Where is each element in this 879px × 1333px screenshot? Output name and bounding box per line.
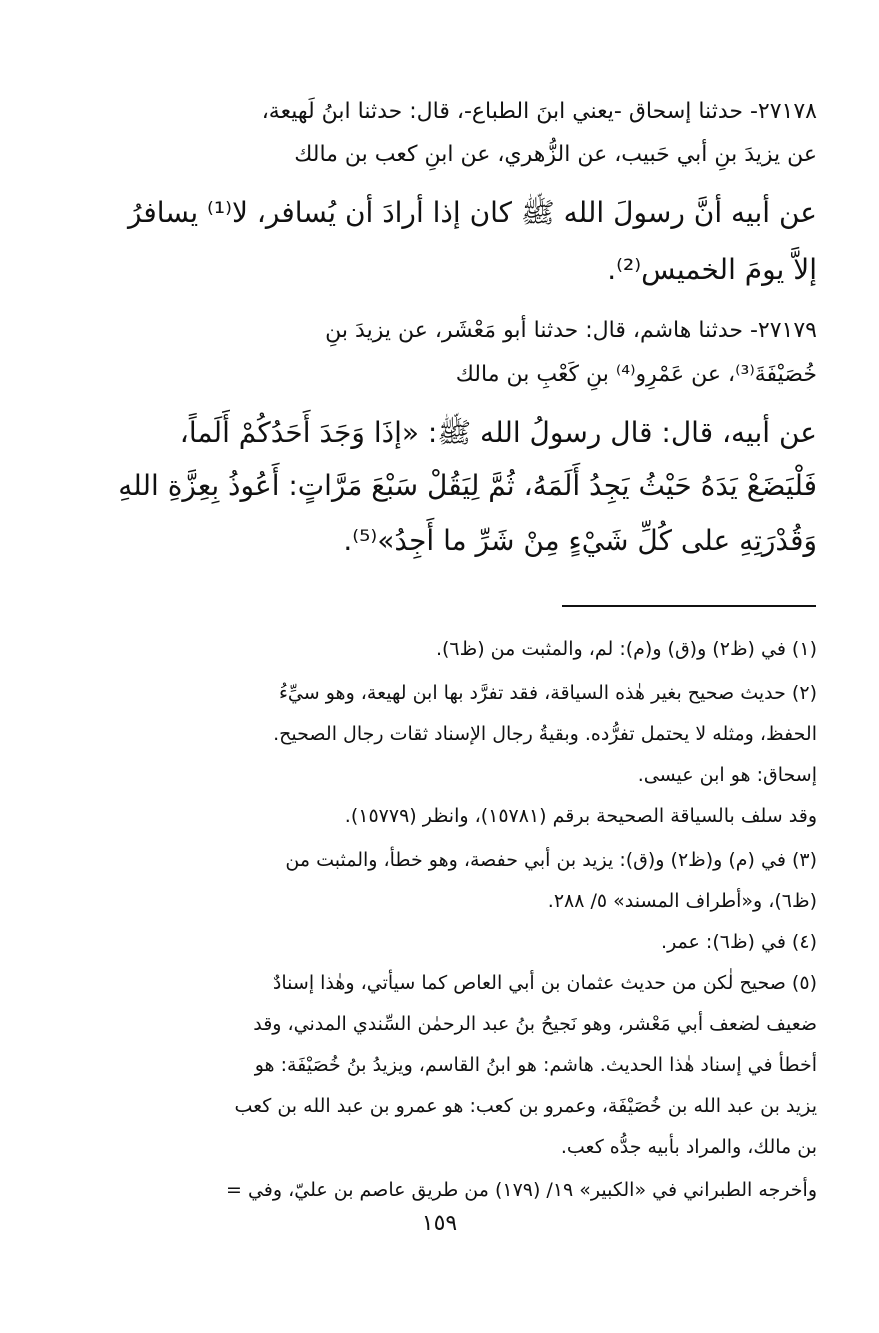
hadith-27178-matn-line-1: عن أبيه أنَّ رسولَ الله ﷺ كان إذا أرادَ أن يُسافر، لا⁽¹⁾ يسافرُ <box>127 196 817 229</box>
hadith-27178-isnad-line-2: عن يزيدَ بنِ أبي حَبيب، عن الزُّهري، عن ابنِ كعب بن مالك <box>294 142 817 167</box>
footnote-2-line-4: وقد سلف بالسياقة الصحيحة برقم (١٥٧٨١)، وانظر (١٥٧٧٩). <box>344 805 817 827</box>
footnote-5-line-2: ضعيف لضعف أبي مَعْشر، وهو نَجيحُ بنُ عبد الرحمٰن السِّندي المدني، وقد <box>253 1013 817 1035</box>
footnote-2-line-1: (٢) حديث صحيح بغير هٰذه السياقة، فقد تفرَّد بها ابن لهيعة، وهو سيِّءُ <box>279 682 817 704</box>
footnote-5-line-3: أخطأ في إسناد هٰذا الحديث. هاشم: هو ابنُ القاسم، ويزيدُ بنُ خُصَيْفَة: هو <box>254 1054 817 1076</box>
hadith-27179-matn-line-3: وَقُدْرَتِهِ على كُلِّ شَيْءٍ مِنْ شَرِّ ما أَجِدُ»⁽⁵⁾. <box>343 524 817 557</box>
page-number: ١٥٩ <box>421 1211 458 1236</box>
hadith-27179-isnad-line-2: خُصَيْفَةَ⁽³⁾، عن عَمْرِو⁽⁴⁾ بنِ كَعْبِ بن مالك <box>455 362 817 387</box>
hadith-27178-isnad-line-1: ٢٧١٧٨- حدثنا إسحاق -يعني ابنَ الطباع-، قال: حدثنا ابنُ لَهيعة، <box>261 99 817 124</box>
hadith-27178-matn-line-2: إلاَّ يومَ الخميس⁽²⁾. <box>607 253 817 286</box>
hadith-27179-matn-line-2: فَلْيَضَعْ يَدَهُ حَيْثُ يَجِدُ أَلَمَهُ، ثُمَّ لِيَقُلْ سَبْعَ مَرَّاتٍ: أَعُوذُ بِعِزَّةِ اللهِ <box>118 469 817 502</box>
footnote-4: (٤) في (ظ٦): عمر. <box>661 931 817 953</box>
hadith-27179-matn-line-1: عن أبيه، قال: قال رسولُ الله ﷺ: «إذَا وَجَدَ أَحَدُكُمْ أَلَماً، <box>179 416 817 449</box>
footnote-separator <box>562 605 816 607</box>
footnote-5-line-6: وأخرجه الطبراني في «الكبير» ١٩/ (١٧٩) من طريق عاصم بن عليّ، وفي = <box>226 1179 817 1201</box>
footnote-2-line-2: الحفظ، ومثله لا يحتمل تفرُّده. وبقيةُ رجال الإسناد ثقات رجال الصحيح. <box>273 723 817 745</box>
footnote-3-line-2: (ظ٦)، و«أطراف المسند» ٥/ ٢٨٨. <box>547 890 817 912</box>
footnote-5-line-1: (٥) صحيح لٰكن من حديث عثمان بن أبي العاص كما سيأتي، وهٰذا إسنادٌ <box>272 972 817 994</box>
hadith-27179-isnad-line-1: ٢٧١٧٩- حدثنا هاشم، قال: حدثنا أبو مَعْشَر، عن يزيدَ بنِ <box>325 318 817 343</box>
footnote-5-line-4: يزيد بن عبد الله بن خُصَيْفَة، وعمرو بن كعب: هو عمرو بن عبد الله بن كعب <box>234 1095 817 1117</box>
footnote-3-line-1: (٣) في (م) و(ظ٢) و(ق): يزيد بن أبي حفصة، وهو خطأ، والمثبت من <box>285 849 817 871</box>
footnote-1: (١) في (ظ٢) و(ق) و(م): لم، والمثبت من (ظ٦). <box>435 638 817 660</box>
footnote-2-line-3: إسحاق: هو ابن عيسى. <box>637 764 817 786</box>
footnote-5-line-5: بن مالك، والمراد بأبيه جدُّه كعب. <box>560 1136 817 1158</box>
